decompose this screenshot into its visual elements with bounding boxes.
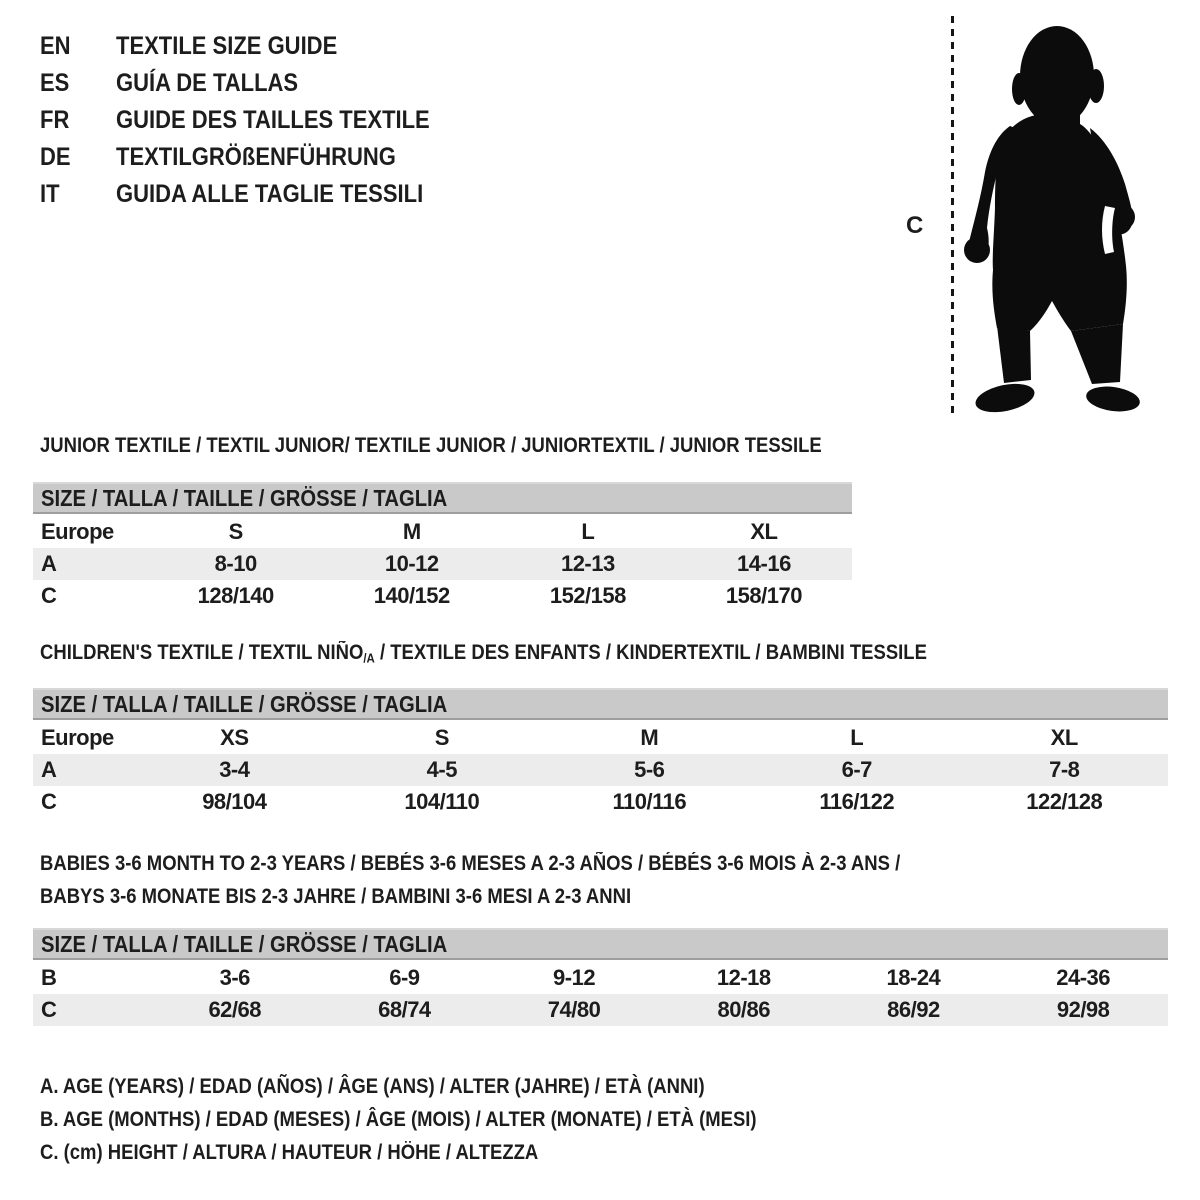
table-row-months [33, 962, 1168, 994]
language-row [40, 28, 473, 65]
table-cell: 98/104 [202, 789, 267, 814]
language-code: EN [40, 32, 71, 60]
table-row-europe [33, 516, 852, 548]
table-cell: 8-10 [214, 551, 257, 576]
language-row [40, 65, 473, 102]
table-cell: C [41, 997, 57, 1022]
table-cell: 5-6 [634, 757, 665, 782]
table-cell: 128/140 [197, 583, 274, 608]
table-cell: 7-8 [1049, 757, 1080, 782]
table-row-height [33, 994, 1168, 1026]
size-header-label: SIZE / TALLA / TAILLE / GRÖSSE / TAGLIA [41, 930, 448, 957]
table-cell: 24-36 [1056, 965, 1111, 990]
table-cell: B [41, 965, 57, 990]
table-cell: S [434, 725, 449, 750]
language-code: DE [40, 143, 71, 171]
table-cell: C [41, 583, 57, 608]
table-row-europe [33, 722, 1168, 754]
table-cell: 6-7 [841, 757, 872, 782]
size-header-label: SIZE / TALLA / TAILLE / GRÖSSE / TAGLIA [41, 484, 448, 511]
table-row-height [33, 786, 1168, 818]
table-cell: C [41, 789, 57, 814]
size-header-bar [33, 928, 1168, 960]
nino-a-subscript: /A [363, 650, 375, 666]
language-row [40, 139, 473, 176]
table-cell: M [402, 519, 421, 544]
language-code: IT [40, 180, 60, 208]
table-cell: 3-4 [219, 757, 250, 782]
table-cell: 122/128 [1026, 789, 1103, 814]
size-header-label: SIZE / TALLA / TAILLE / GRÖSSE / TAGLIA [41, 690, 448, 717]
table-cell: 116/122 [819, 789, 895, 814]
table-cell: 80/86 [717, 997, 771, 1022]
table-cell: A [41, 551, 57, 576]
language-guide-title: TEXTILE SIZE GUIDE [116, 32, 338, 60]
height-measure-label: C [906, 212, 924, 239]
language-guide-title: GUÍA DE TALLAS [116, 69, 299, 97]
table-cell: 12-13 [560, 551, 615, 576]
language-code: ES [40, 69, 70, 97]
junior-size-table [33, 482, 852, 612]
table-cell: L [850, 725, 864, 750]
table-cell: 86/92 [887, 997, 940, 1022]
table-cell: 158/170 [725, 583, 802, 608]
table-cell: 3-6 [219, 965, 250, 990]
legend [40, 1070, 854, 1169]
legend-line-c: C. (cm) HEIGHT / ALTURA / HAUTEUR / HÖHE / ALTEZZA [40, 1141, 539, 1164]
table-cell: 9-12 [553, 965, 596, 990]
language-guide-title: GUIDA ALLE TAGLIE TESSILI [116, 180, 424, 208]
babies-size-table [33, 928, 1168, 1026]
table-cell: 6-9 [389, 965, 420, 990]
table-cell: 14-16 [737, 551, 791, 576]
table-cell: Europe [41, 725, 114, 750]
table-cell: Europe [41, 519, 114, 544]
table-cell: XL [1050, 725, 1078, 750]
language-row [40, 176, 473, 213]
section-title-babies: BABIES 3-6 MONTH TO 2-3 YEARS / BEBÉS 3-6 MESES A 2-3 AÑOS / BÉBÉS 3-6 MOIS À 2-3 ANS / BABYS 3-6 MONATE BIS 2-3 JAHRE / BAMBINI 3-6 MESI A 2-3 ANNI [40, 852, 901, 908]
table-cell: XL [750, 519, 778, 544]
table-cell: 110/116 [612, 789, 687, 814]
table-cell: S [228, 519, 243, 544]
table-cell: M [640, 725, 659, 750]
table-cell: 104/110 [404, 789, 480, 814]
children-size-table [33, 688, 1168, 818]
legend-line-a: A. AGE (YEARS) / EDAD (AÑOS) / ÂGE (ANS) / ALTER (JAHRE) / ETÀ (ANNI) [40, 1075, 705, 1098]
table-cell: 4-5 [426, 757, 457, 782]
legend-line-b: B. AGE (MONTHS) / EDAD (MESES) / ÂGE (MOIS) / ALTER (MONATE) / ETÀ (MESI) [40, 1108, 757, 1131]
toddler-silhouette-icon [950, 10, 1150, 420]
table-cell: 18-24 [886, 965, 941, 990]
table-cell: 74/80 [547, 997, 601, 1022]
language-guide-title: GUIDE DES TAILLES TEXTILE [116, 106, 430, 134]
table-cell: XS [220, 725, 249, 750]
table-cell: 152/158 [549, 583, 626, 608]
table-cell: 12-18 [716, 965, 771, 990]
language-code: FR [40, 106, 70, 134]
table-cell: 92/98 [1056, 997, 1110, 1022]
table-cell: 62/68 [208, 997, 261, 1022]
table-cell: L [581, 519, 595, 544]
section-title-junior: JUNIOR TEXTILE / TEXTIL JUNIOR/ TEXTILE JUNIOR / JUNIORTEXTIL / JUNIOR TESSILE [40, 434, 822, 457]
table-row-age [33, 548, 852, 580]
size-header-bar [33, 482, 852, 514]
table-row-height [33, 580, 852, 612]
table-cell: 140/152 [373, 583, 450, 608]
language-guide-title: TEXTILGRÖßENFÜHRUNG [116, 143, 396, 171]
size-header-bar [33, 688, 1168, 720]
table-cell: A [41, 757, 57, 782]
table-cell: 10-12 [384, 551, 439, 576]
section-title-children: CHILDREN'S TEXTILE / TEXTIL $NIÑO_{/A}$ / TEXTILE DES ENFANTS / KINDERTEXTIL / BAMBINI TESSILE [40, 641, 927, 666]
language-row [40, 102, 473, 139]
table-cell: 68/74 [378, 997, 431, 1022]
language-title-block [40, 28, 473, 213]
table-row-age [33, 754, 1168, 786]
